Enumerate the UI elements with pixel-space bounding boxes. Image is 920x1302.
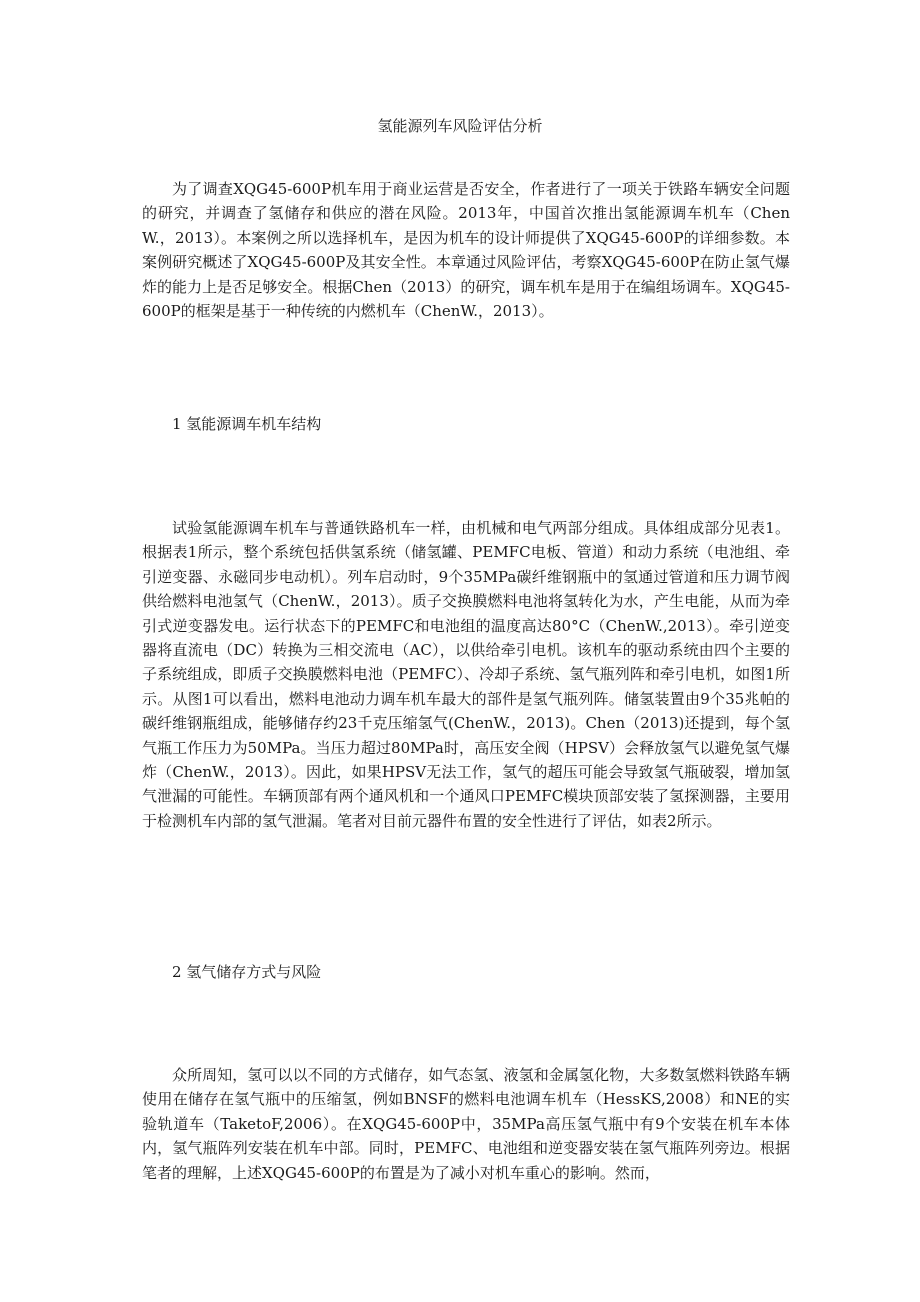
paragraph-storage: 众所周知，氢可以以不同的方式储存，如气态氢、液氢和金属氢化物，大多数氢燃料铁路车辆使用在储存在氢气瓶中的压缩氢，例如BNSF的燃料电池调车机车（HessKS,2008）和NE的实验轨道车（TaketoF,2006）。在XQG45-600P中，35MPa高压氢气瓶中有9个安装在机车本体内，氢气瓶阵列安装在机车中部。同时，PEMFC、电池组和逆变器安装在氢气瓶阵列旁边。根据笔者的理解，上述XQG45-600P的布置是为了减小对机车重心的影响。然而，: [142, 1066, 790, 1182]
section-heading-1: 1 氢能源调车机车结构: [172, 415, 322, 433]
document-title: 氢能源列车风险评估分析: [377, 117, 543, 135]
section-heading-2: 2 氢气储存方式与风险: [172, 963, 322, 981]
paragraph-structure: 试验氢能源调车机车与普通铁路机车一样，由机械和电气两部分组成。具体组成部分见表1。根据表1所示，整个系统包括供氢系统（储氢罐、PEMFC电板、管道）和动力系统（电池组、牵引逆变器、永磁同步电动机）。列车启动时，9个35MPa碳纤维钢瓶中的氢通过管道和压力调节阀供给燃料电池氢气（ChenW.，2013）。质子交换膜燃料电池将氢转化为水，产生电能，从而为牵引式逆变器发电。运行状态下的PEMFC和电池组的温度高达80°C（ChenW.,2013）。牵引逆变器将直流电（DC）转换为三相交流电（AC），以供给牵引电机。该机车的驱动系统由四个主要的子系统组成，即质子交换膜燃料电池（PEMFC）、冷却子系统、氢气瓶列阵和牵引电机，如图1所示。从图1可以看出，燃料电池动力调车机车最大的部件是氢气瓶列阵。储氢装置由9个35兆帕的碳纤维钢瓶组成，能够储存约23千克压缩氢气(ChenW.，2013)。Chen（2013)还提到，每个氢气瓶工作压力为50MPa。当压力超过80MPa时，高压安全阀（HPSV）会释放氢气以避免氢气爆炸（ChenW.，2013）。因此，如果HPSV无法工作，氢气的超压可能会导致氢气瓶破裂，增加氢气泄漏的可能性。车辆顶部有两个通风机和一个通风口PEMFC模块顶部安装了氢探测器，主要用于检测机车内部的氢气泄漏。笔者对目前元器件布置的安全性进行了评估，如表2所示。: [142, 519, 790, 830]
paragraph-intro: 为了调查XQG45-600P机车用于商业运营是否安全，作者进行了一项关于铁路车辆安全问题的研究，并调查了氢储存和供应的潜在风险。2013年，中国首次推出氢能源调车机车（ChenW.，2013）。本案例之所以选择机车，是因为机车的设计师提供了XQG45-600P的详细参数。本案例研究概述了XQG45-600P及其安全性。本章通过风险评估，考察XQG45-600P在防止氢气爆炸的能力上是否足够安全。根据Chen（2013）的研究，调车机车是用于在编组场调车。XQG45-600P的框架是基于一种传统的内燃机车（ChenW.，2013）。: [142, 180, 790, 321]
